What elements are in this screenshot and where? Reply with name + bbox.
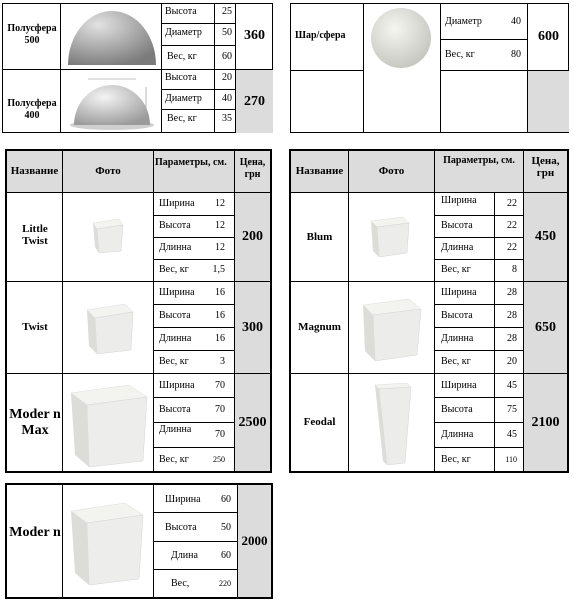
hemisphere-grid (2, 3, 273, 133)
left-product-table (5, 149, 272, 473)
param-label: Высота (159, 404, 191, 415)
param-value: 25 (222, 6, 232, 17)
right-product-table (289, 149, 569, 473)
param-value: 12 (215, 198, 225, 209)
param-label: Вес, (171, 578, 190, 589)
param-label: Вес, кг (441, 356, 471, 367)
param-label: Длинна (441, 333, 474, 344)
header-name: Название (10, 165, 59, 177)
param-value: 16 (215, 333, 225, 344)
param-label: Ширина (165, 494, 201, 505)
param-label: Длинна (159, 242, 192, 253)
param-value: 28 (507, 310, 517, 321)
sphere-block (290, 3, 569, 133)
modern-block (5, 483, 273, 599)
modern-max-image (67, 377, 151, 469)
blum-image (367, 211, 413, 259)
price: 2500 (238, 414, 267, 430)
header-photo: Фото (378, 165, 405, 177)
param-value: 50 (221, 522, 231, 533)
param-label: Высота (159, 220, 191, 231)
param-value: 22 (507, 242, 517, 253)
param-label: Высота (441, 404, 473, 415)
param-value: 28 (507, 333, 517, 344)
twist-image (83, 298, 137, 356)
param-label: Ширина (159, 287, 195, 298)
param-label: Вес, кг (159, 356, 189, 367)
param-value: 16 (215, 287, 225, 298)
param-label: Вес, кг (159, 264, 189, 275)
param-label: Диаметр (165, 93, 202, 104)
product-name: Moder n (9, 525, 61, 540)
hemisphere-500-image (66, 7, 158, 67)
param-value: 60 (222, 51, 232, 62)
header-price: Цена, грн (239, 157, 266, 180)
price: 200 (242, 229, 263, 244)
param-label: Вес, кг (445, 49, 475, 60)
little-twist-image (89, 215, 127, 255)
price: 450 (535, 229, 556, 244)
param-value: 250 (213, 455, 225, 464)
feodal-image (373, 379, 413, 467)
param-label: Длина (171, 550, 198, 561)
param-label: Длинна (441, 242, 474, 253)
param-value: 80 (511, 49, 521, 60)
param-value: 220 (219, 579, 231, 588)
param-value: 40 (222, 93, 232, 104)
param-label: Вес, кг (441, 454, 471, 465)
product-name: Twist (22, 321, 48, 333)
param-value: 45 (507, 380, 517, 391)
param-value: 16 (215, 310, 225, 321)
param-label: Ширина (159, 380, 195, 391)
product-name: Полусфера 400 (7, 98, 57, 121)
price: 650 (535, 319, 556, 335)
param-value: 20 (222, 72, 232, 83)
header-price: Цена, грн (531, 155, 560, 179)
param-value: 60 (221, 550, 231, 561)
param-label: Диаметр (445, 16, 482, 27)
header-name: Название (295, 165, 344, 177)
param-value: 70 (215, 380, 225, 391)
hemisphere-400-image (66, 73, 158, 131)
param-value: 22 (507, 198, 517, 209)
param-value: 40 (511, 16, 521, 27)
param-label: Длинна (441, 429, 474, 440)
param-value: 8 (512, 264, 517, 275)
product-name: Magnum (298, 321, 341, 333)
param-label: Длинна (159, 333, 192, 344)
param-label: Диаметр (165, 27, 202, 38)
param-label: Ширина (441, 287, 477, 298)
param-value: 28 (507, 287, 517, 298)
price: 360 (244, 28, 265, 43)
price: 600 (538, 29, 559, 44)
param-label: Вес, кг (441, 264, 471, 275)
product-name: Feodal (303, 416, 336, 428)
param-value: 20 (507, 356, 517, 367)
product-name: Blum (306, 231, 333, 243)
param-value: 12 (215, 220, 225, 231)
param-label: Вес, кг (167, 113, 197, 124)
header-params: Параметры, см. (443, 155, 515, 166)
param-value: 50 (222, 27, 232, 38)
param-value: 70 (215, 404, 225, 415)
header-photo: Фото (95, 165, 121, 177)
param-label: Длинна (159, 424, 192, 435)
header-params: Параметры, см. (155, 157, 227, 168)
param-value: 35 (222, 113, 232, 124)
price: 300 (242, 319, 263, 335)
param-label: Вес, кг (159, 454, 189, 465)
param-label: Ширина (441, 195, 477, 206)
param-value: 12 (215, 242, 225, 253)
param-label: Ширина (159, 198, 195, 209)
magnum-image (359, 291, 425, 363)
modern-image (67, 493, 147, 587)
param-value: 22 (507, 220, 517, 231)
product-name: Moder n Max (9, 407, 61, 438)
param-value: 1,5 (212, 264, 225, 275)
param-value: 60 (221, 494, 231, 505)
param-value: 3 (220, 356, 225, 367)
param-value: 45 (507, 429, 517, 440)
param-value: 110 (505, 455, 517, 464)
param-label: Ширина (441, 380, 477, 391)
price: 2100 (531, 414, 560, 430)
param-label: Вес, кг (167, 51, 197, 62)
sphere-image (367, 6, 435, 70)
param-label: Высота (165, 72, 197, 83)
param-label: Высота (441, 310, 473, 321)
price: 2000 (241, 533, 268, 548)
product-name: Полусфера 500 (7, 23, 57, 46)
param-label: Высота (441, 220, 473, 231)
param-label: Высота (159, 310, 191, 321)
param-value: 70 (215, 429, 225, 440)
product-name: Шар/сфера (295, 30, 346, 41)
product-name: Little Twist (22, 223, 48, 247)
param-label: Высота (165, 522, 197, 533)
param-label: Высота (165, 6, 197, 17)
price: 270 (236, 70, 273, 133)
param-value: 75 (507, 404, 517, 415)
